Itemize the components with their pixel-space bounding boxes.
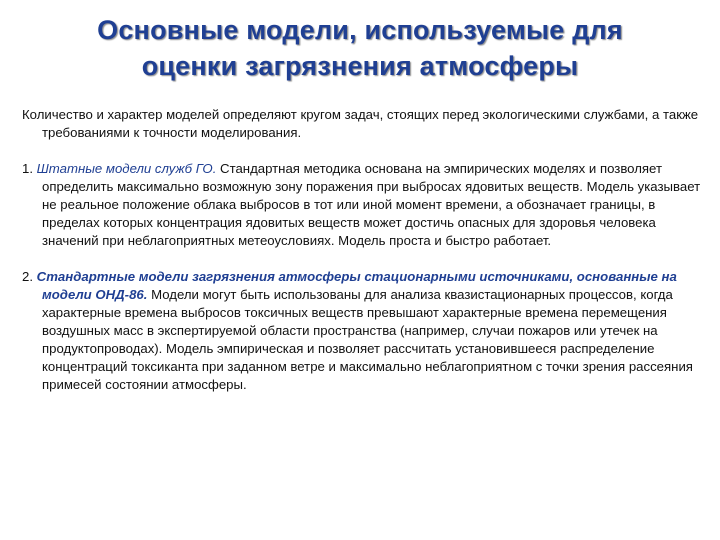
item-1-term-text: Штатные модели служб ГО <box>36 161 213 176</box>
item-1-text: Стандартная методика основана на эмпирических моделях и позволяет определить максимально возможную зону поражения при выбросах ядовитых веществ. Модель указывает не реальное положение облака выбросов в тот или иной момент времени, а обозначает границы, в пределах которых концентрация ядовитых веществ может достичь опасных для здоровья человека значений при неблагоприятных метеоусловиях. Модель проста и быстро работает. <box>42 161 701 248</box>
item-2-text: Модели могут быть использованы для анализа квазистационарных процессов, когда характерные времена выбросов токсичных веществ превышают характерные времена перемещения воздушных масс в экспертируемой области пространства (например, случаи пожаров или утечек на продуктопроводах). Модель эмпирическая и позволяет рассчитать установившееся распределение концентраций токсиканта при заданном ветре и максимально неблагоприятном с точки зрения рассеяния примесей состоянии атмосферы. <box>42 287 693 392</box>
item-2-term-text: Стандартные модели загрязнения атмосферы стационарными источниками, основанные на модели ОНД-86 <box>36 269 677 302</box>
item-2-term-suffix: . <box>143 287 148 302</box>
slide-title-line-1: Основные модели, используемые для <box>97 15 623 45</box>
intro-paragraph: Количество и характер моделей определяют кругом задач, стоящих перед экологическими службами, а также требованиями к точности моделирования. <box>22 107 699 140</box>
item-1-term <box>37 161 217 176</box>
item-2-paragraph <box>22 268 706 394</box>
slide-body <box>22 106 706 394</box>
item-1-number: 1. <box>22 161 37 176</box>
item-1-paragraph <box>22 160 706 250</box>
slide-title-line-2: оценки загрязнения атмосферы <box>141 51 579 81</box>
item-2-number: 2. <box>22 269 37 284</box>
item-1-term-suffix: . <box>212 161 217 176</box>
slide-title <box>20 12 700 84</box>
